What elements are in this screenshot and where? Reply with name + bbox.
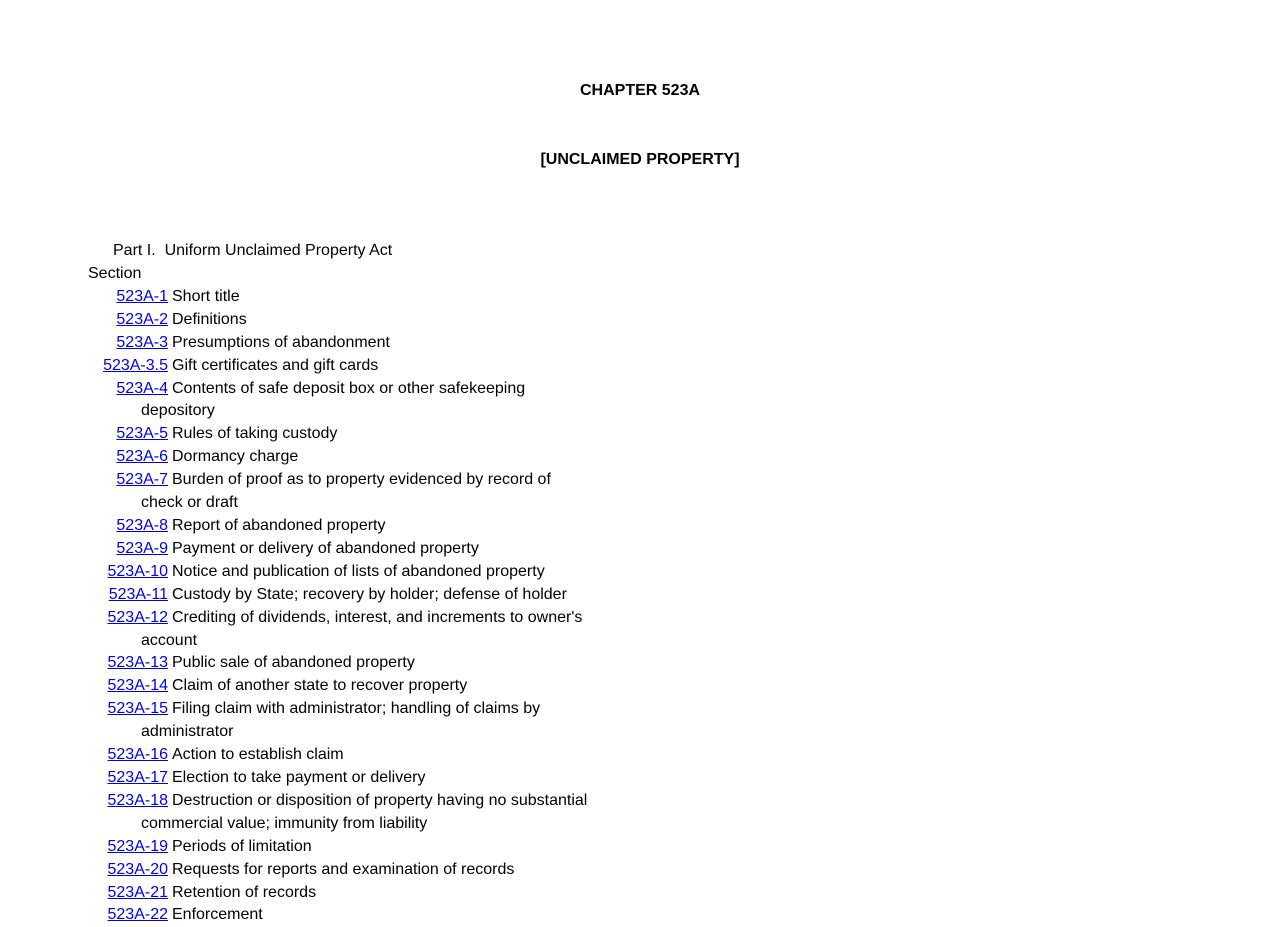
section-link[interactable]: 523A-1 [116,287,168,305]
toc-item [88,904,591,927]
section-link[interactable]: 523A-9 [116,539,168,557]
toc-item [88,469,591,515]
toc-item [88,332,591,355]
section-link[interactable]: 523A-16 [107,746,168,764]
section-title: Definitions [172,310,247,328]
section-link[interactable]: 523A-5 [116,425,168,443]
section-title: Election to take payment or delivery [172,768,426,786]
toc-item [88,882,591,905]
section-title: Gift certificates and gift cards [172,356,379,374]
toc-item [88,859,591,882]
section-title: Report of abandoned property [172,517,386,535]
section-link[interactable]: 523A-20 [107,860,168,878]
chapter-title [0,34,1280,217]
section-title: Retention of records [172,883,317,901]
section-link[interactable]: 523A-12 [107,608,168,626]
chapter-name: [UNCLAIMED PROPERTY] [540,150,740,168]
table-of-contents [88,240,591,927]
section-title: Crediting of dividends, interest, and increments to owner's account [141,608,583,649]
section-link[interactable]: 523A-19 [107,837,168,855]
section-title: Dormancy charge [172,448,299,466]
section-title: Burden of proof as to property evidenced by record of check or draft [141,471,551,512]
section-title: Contents of safe deposit box or other safekeeping depository [141,379,526,420]
toc-item [88,423,591,446]
toc-item [88,538,591,561]
toc-item [88,698,591,744]
section-label: Section [88,265,142,283]
section-link[interactable]: 523A-17 [107,768,168,786]
toc-item [88,652,591,675]
section-list [88,286,591,927]
toc-item [88,561,591,584]
toc-item [88,515,591,538]
section-title: Custody by State; recovery by holder; defense of holder [172,585,567,603]
section-link[interactable]: 523A-18 [107,791,168,809]
spacer [0,217,1280,240]
section-title: Enforcement [172,906,263,924]
section-link[interactable]: 523A-15 [107,700,168,718]
section-link[interactable]: 523A-7 [116,471,168,489]
section-link[interactable]: 523A-11 [108,585,168,603]
section-title: Presumptions of abandonment [172,333,390,351]
section-title: Action to establish claim [172,746,344,764]
section-title: Public sale of abandoned property [172,654,415,672]
section-title: Notice and publication of lists of abandoned property [172,562,545,580]
toc-item [88,836,591,859]
section-link[interactable]: 523A-21 [107,883,168,901]
section-link[interactable]: 523A-2 [116,310,168,328]
section-title: Short title [172,287,240,305]
toc-item [88,378,591,424]
section-link[interactable]: 523A-6 [116,448,168,466]
section-link[interactable]: 523A-22 [107,906,168,924]
toc-item [88,584,591,607]
section-title: Filing claim with administrator; handling of claims by administrator [141,700,541,741]
toc-item [88,446,591,469]
section-title: Claim of another state to recover property [172,677,468,695]
section-title: Periods of limitation [172,837,312,855]
section-title: Rules of taking custody [172,425,338,443]
section-title: Payment or delivery of abandoned property [172,539,479,557]
toc-item [88,355,591,378]
section-link[interactable]: 523A-3 [116,333,168,351]
section-link[interactable]: 523A-8 [116,517,168,535]
part-heading: Part I. Uniform Unclaimed Property Act [113,242,393,260]
toc-item [88,744,591,767]
section-link[interactable]: 523A-3.5 [103,356,168,374]
section-link[interactable]: 523A-4 [116,379,168,397]
section-link[interactable]: 523A-13 [107,654,168,672]
toc-item [88,675,591,698]
section-link[interactable]: 523A-14 [107,677,168,695]
toc-item [88,790,591,836]
toc-item [88,286,591,309]
toc-item [88,767,591,790]
section-title: Destruction or disposition of property having no substantial commercial value; immunity from liability [141,791,588,832]
toc-item [88,607,591,653]
chapter-number: CHAPTER 523A [579,81,701,99]
section-link[interactable]: 523A-10 [107,562,168,580]
section-title: Requests for reports and examination of records [172,860,515,878]
toc-item [88,309,591,332]
